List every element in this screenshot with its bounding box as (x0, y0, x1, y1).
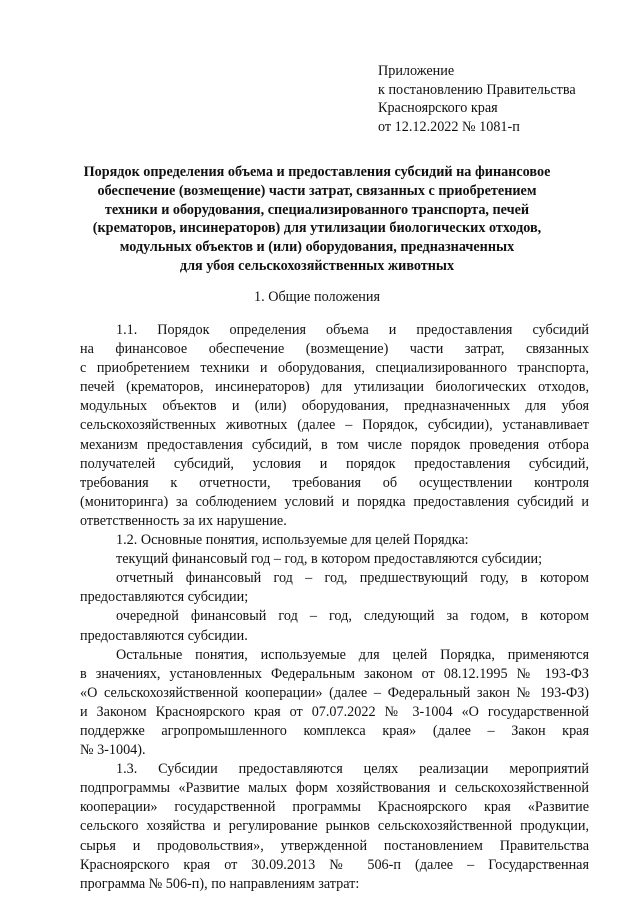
document-body (80, 321, 589, 894)
appendix-line: к постановлению Правительства (378, 81, 576, 98)
definition-reporting-year (80, 569, 589, 607)
text-line: (мониторинга) за соблюдением условий и порядка предоставления субсидий и (80, 493, 589, 510)
text-line: с приобретением техники и оборудования, специализированного транспорта, (80, 360, 589, 377)
paragraph-1-1 (80, 321, 589, 531)
title-line: техники и оборудования, специализированного транспорта, печей (104, 201, 530, 218)
text-line: поддержке агропромышленного комплекса края» (далее – Закон края (80, 722, 589, 739)
text-line: 1.1. Порядок определения объема и предоставления субсидий (116, 322, 589, 338)
text-line: печей (крематоров, инсинераторов) для утилизации биологических отходов, (80, 379, 589, 396)
text-line: сырья и продовольствия», утвержденной постановлением Правительства (80, 837, 589, 854)
text-line: на финансовое обеспечение (возмещение) части затрат, связанных (80, 341, 589, 358)
text-line: механизм предоставления субсидий, в том числе порядок проведения отбора (80, 436, 589, 453)
text-line: 1.3. Субсидии предоставляются целях реализации мероприятий (116, 761, 589, 778)
text-line: требования к отчетности, требования об осуществлении контроля (80, 474, 589, 491)
text-line: сельского хозяйства и регулирование рынков сельскохозяйственной продукции, (80, 818, 589, 835)
text-line: ответственность за их нарушение. (80, 512, 287, 529)
text-line: кооперации» государственной программы Красноярского края «Развитие (80, 799, 589, 816)
text-line: 1.2. Основные понятия, используемые для целей Порядка: (116, 532, 469, 549)
title-line: (крематоров, инсинераторов) для утилизации биологических отходов, (92, 220, 542, 237)
paragraph-1-2 (80, 531, 589, 550)
definition-current-year (80, 550, 589, 569)
text-line: очередной финансовый год – год, следующий за годом, в котором (116, 608, 589, 625)
text-line: № 3-1004). (80, 742, 146, 759)
title-line: для убоя сельскохозяйственных животных (179, 257, 455, 274)
appendix-line: Приложение (378, 63, 455, 79)
text-line: подпрограммы «Развитие малых форм хозяйствования и сельскохозяйственной (80, 780, 589, 797)
title-line: обеспечение (возмещение) части затрат, связанных с приобретением (97, 182, 537, 199)
text-line: отчетный финансовый год – год, предшествующий году, в котором (116, 570, 589, 587)
paragraph-1-3 (80, 760, 589, 894)
text-line: и Законом Красноярского края от 07.07.2022 № 3-1004 «О государственной (80, 703, 589, 720)
paragraph-other-terms (80, 646, 589, 761)
title-line: модульных объектов и (или) оборудования, предназначенных (119, 239, 515, 256)
definition-next-year (80, 607, 589, 645)
text-line: получателей субсидий, условия и порядок предоставления субсидий, (80, 455, 589, 472)
text-line: «О сельскохозяйственной кооперации» (далее – Федеральный закон № 193-ФЗ) (80, 684, 589, 701)
document-title (40, 163, 594, 276)
text-line: программа № 506-п), по направлениям затрат: (80, 875, 360, 892)
text-line: предоставляются субсидии. (80, 627, 248, 644)
appendix-line: от 12.12.2022 № 1081-п (378, 119, 520, 136)
appendix-line: Красноярского края (378, 100, 498, 117)
text-line: текущий финансовый год – год, в котором предоставляются субсидии; (116, 551, 543, 568)
text-line: Остальные понятия, используемые для целей Порядка, применяются (116, 646, 589, 663)
appendix-block (378, 62, 576, 137)
text-line: Красноярского края от 30.09.2013 № 506-п (далее – Государственная (80, 856, 589, 873)
title-line: Порядок определения объема и предоставления субсидий на финансовое (83, 164, 551, 180)
text-line: в значениях, установленных Федеральным законом от 08.12.1995 № 193-ФЗ (80, 665, 589, 682)
text-line: предоставляются субсидии; (80, 589, 249, 606)
text-line: модульных объектов и (или) оборудования, предназначенных для убоя (80, 398, 589, 415)
text-line: сельскохозяйственных животных (далее – Порядок, субсидии), устанавливает (80, 417, 589, 434)
section-heading: 1. Общие положения (254, 289, 380, 305)
